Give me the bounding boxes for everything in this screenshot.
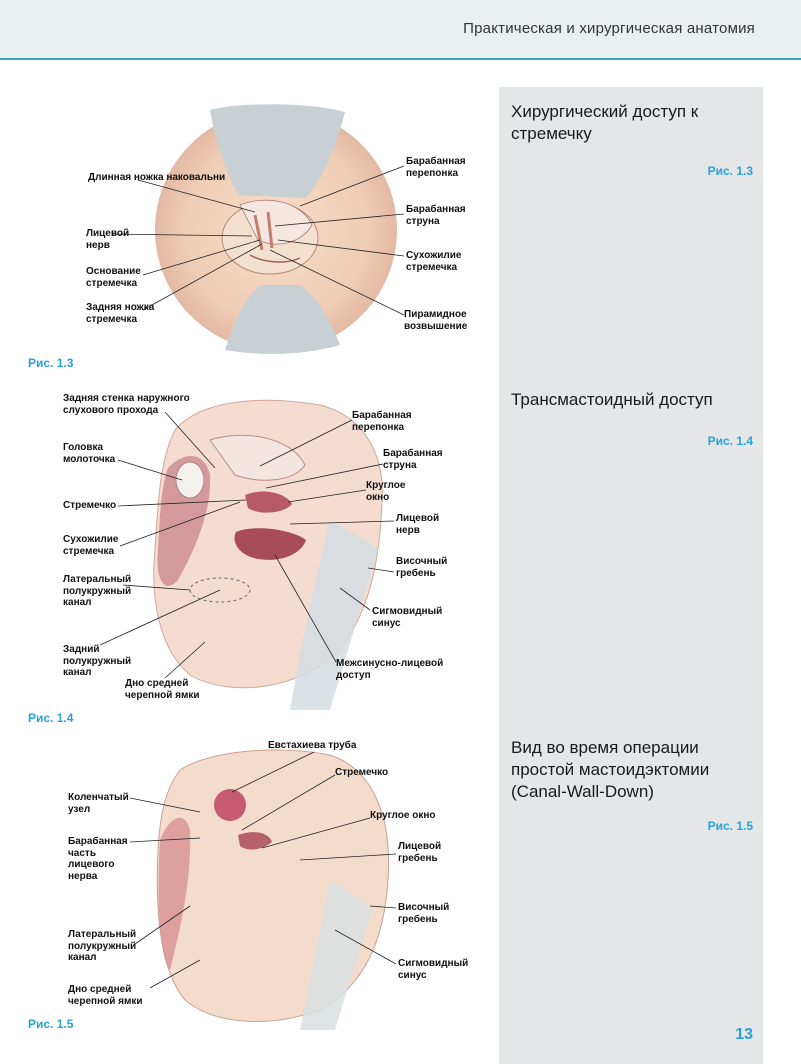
sidebar-heading-mastoidectomy: Вид во время операции простой мастоидэктомии (Canal-Wall-Down): [511, 738, 710, 801]
caption-fig-1-5: Рис. 1.5: [28, 1017, 74, 1031]
label-chorda-tympani: Барабанная струна: [383, 448, 443, 471]
label-chorda-tympani: Барабанная струна: [406, 204, 466, 227]
label-facial-crest: Лицевой гребень: [398, 841, 442, 864]
label-stapes-base: Основание стремечка: [86, 266, 141, 289]
label-round-window: Круглое окно: [370, 810, 436, 821]
label-long-process-incus: Длинная ножка наковальни: [88, 172, 226, 183]
label-tympanic-facial-nerve: Барабанная часть лицевого нерва: [68, 836, 128, 882]
label-malleus-head: Головка молоточка: [63, 442, 116, 465]
sidebar-panel: [499, 87, 763, 1064]
label-temporal-crest: Височный гребень: [396, 556, 448, 579]
label-middle-fossa-floor: Дно средней черепной ямки: [68, 984, 143, 1007]
caption-fig-1-4: Рис. 1.4: [28, 711, 74, 725]
label-sigmoid-sinus: Сигмовидный синус: [398, 958, 469, 981]
label-geniculate-ganglion: Коленчатый узел: [68, 792, 129, 815]
label-stapes: Стремечко: [335, 767, 389, 778]
page-number: 13: [735, 1026, 753, 1043]
label-eustachian-tube: Евстахиева труба: [268, 740, 357, 751]
label-middle-fossa-floor: Дно средней черепной ямки: [125, 678, 200, 701]
label-facial-nerve: Лицевой нерв: [396, 513, 440, 536]
caption-fig-1-3: Рис. 1.3: [28, 356, 74, 370]
sidebar-ref-fig15[interactable]: Рис. 1.5: [707, 819, 753, 833]
label-tympanic-membrane: Барабанная перепонка: [406, 156, 466, 179]
label-stapes-tendon: Сухожилие стремечка: [63, 534, 119, 557]
label-pyramidal-eminence: Пирамидное возвышение: [404, 309, 468, 332]
label-round-window: Круглое окно: [366, 480, 406, 503]
label-intersinus-facial-approach: Межсинусно-лицевой доступ: [336, 658, 444, 681]
label-facial-nerve: Лицевой нерв: [86, 228, 130, 251]
figure-1-5: [0, 730, 499, 1030]
label-lateral-semicircular-canal: Латеральный полукружный канал: [68, 929, 137, 963]
sidebar-ref-fig13[interactable]: Рис. 1.3: [707, 164, 753, 178]
label-posterior-canal-wall: Задняя стенка наружного слухового прохода: [63, 393, 190, 416]
label-posterior-semicircular-canal: Задний полукружный канал: [63, 644, 132, 678]
header-title: Практическая и хирургическая анатомия: [463, 20, 755, 37]
label-temporal-crest: Височный гребень: [398, 902, 450, 925]
figure-1-3: [0, 0, 499, 380]
sidebar-heading-stapes-approach: Хирургический доступ к стремечку: [511, 102, 699, 143]
sidebar-ref-fig14[interactable]: Рис. 1.4: [707, 434, 753, 448]
label-posterior-crus: Задняя ножка стремечка: [86, 302, 155, 325]
label-sigmoid-sinus: Сигмовидный синус: [372, 606, 443, 629]
sidebar-heading-transmastoid: Трансмастоидный доступ: [511, 390, 713, 409]
label-tympanic-membrane: Барабанная перепонка: [352, 410, 412, 433]
figure-1-4: [0, 380, 499, 710]
label-stapes: Стремечко: [63, 500, 117, 511]
label-stapes-tendon: Сухожилие стремечка: [406, 250, 462, 273]
label-lateral-semicircular-canal: Латеральный полукружный канал: [63, 574, 132, 608]
